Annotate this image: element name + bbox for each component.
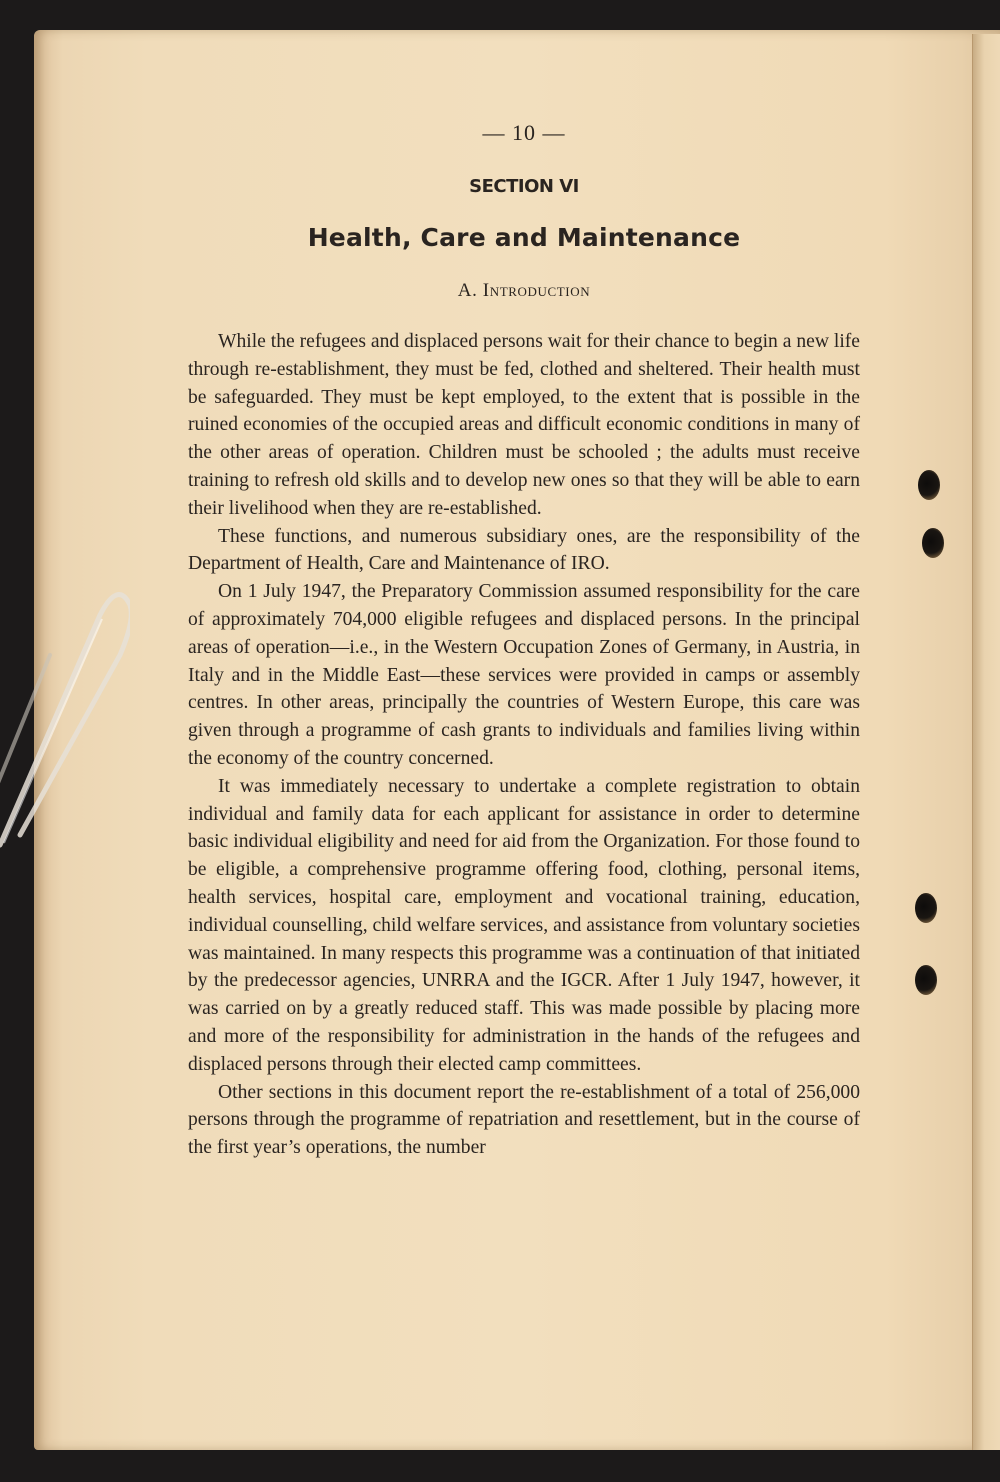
page-content xyxy=(188,120,860,1162)
punch-hole xyxy=(918,470,940,500)
punch-hole xyxy=(922,528,944,558)
subsection-heading: A. Introduction xyxy=(457,280,591,301)
paragraph: Other sections in this document report the re-establishment of a total of 256,000 persons through the programme of repatriation and resettlement, but in the course of the first year’s operations, the number xyxy=(188,1081,860,1159)
section-label: SECTION VI xyxy=(469,176,579,197)
page-title: Health, Care and Maintenance xyxy=(307,223,741,252)
paragraph: These functions, and numerous subsidiary ones, are the responsibility of the Department of Health, Care and Maintenance of IRO. xyxy=(188,525,860,575)
punch-hole xyxy=(915,965,937,995)
body-text xyxy=(188,328,860,1162)
punch-hole xyxy=(915,893,937,923)
paragraph: While the refugees and displaced persons wait for their chance to begin a new life through re-establishment, they must be fed, clothed and sheltered. Their health must be safeguarded. They must be kept employed, to the extent that is possible in the ruined economies of the occupied areas and difficult economic conditions in many of the other areas of operation. Children must be schooled ; the adults must receive training to refresh old skills and to develop new ones so that they will be able to earn their livelihood when they are re-established. xyxy=(188,331,860,519)
adjacent-page-edge xyxy=(972,34,1000,1450)
page-number: — 10 — xyxy=(482,120,566,145)
paragraph: It was immediately necessary to undertake a complete registration to obtain individual and family data for each applicant for assistance in order to determine basic individual eligibility and need for aid from the Organization. For those found to be eligible, a comprehensive programme offering food, clothing, personal items, health services, hospital care, employment and vocational training, education, individual counselling, child welfare services, and assistance from voluntary societies was maintained. In many respects this programme was a continuation of that initiated by the predecessor agencies, UNRRA and the IGCR. After 1 July 1947, however, it was carried on by a greatly reduced staff. This was made possible by placing more and more of the responsibility for administration in the hands of the refugees and displaced persons through their elected camp committees. xyxy=(188,775,860,1075)
paragraph: On 1 July 1947, the Preparatory Commission assumed responsibility for the care of approximately 704,000 eligible refugees and displaced persons. In the principal areas of operation—i.e., in the Western Occupation Zones of Germany, in Austria, in Italy and in the Middle East—these services were provided in camps or assembly centres. In other areas, principally the countries of Western Europe, this care was given through a programme of cash grants to individuals and families living within the economy of the country concerned. xyxy=(188,581,860,769)
